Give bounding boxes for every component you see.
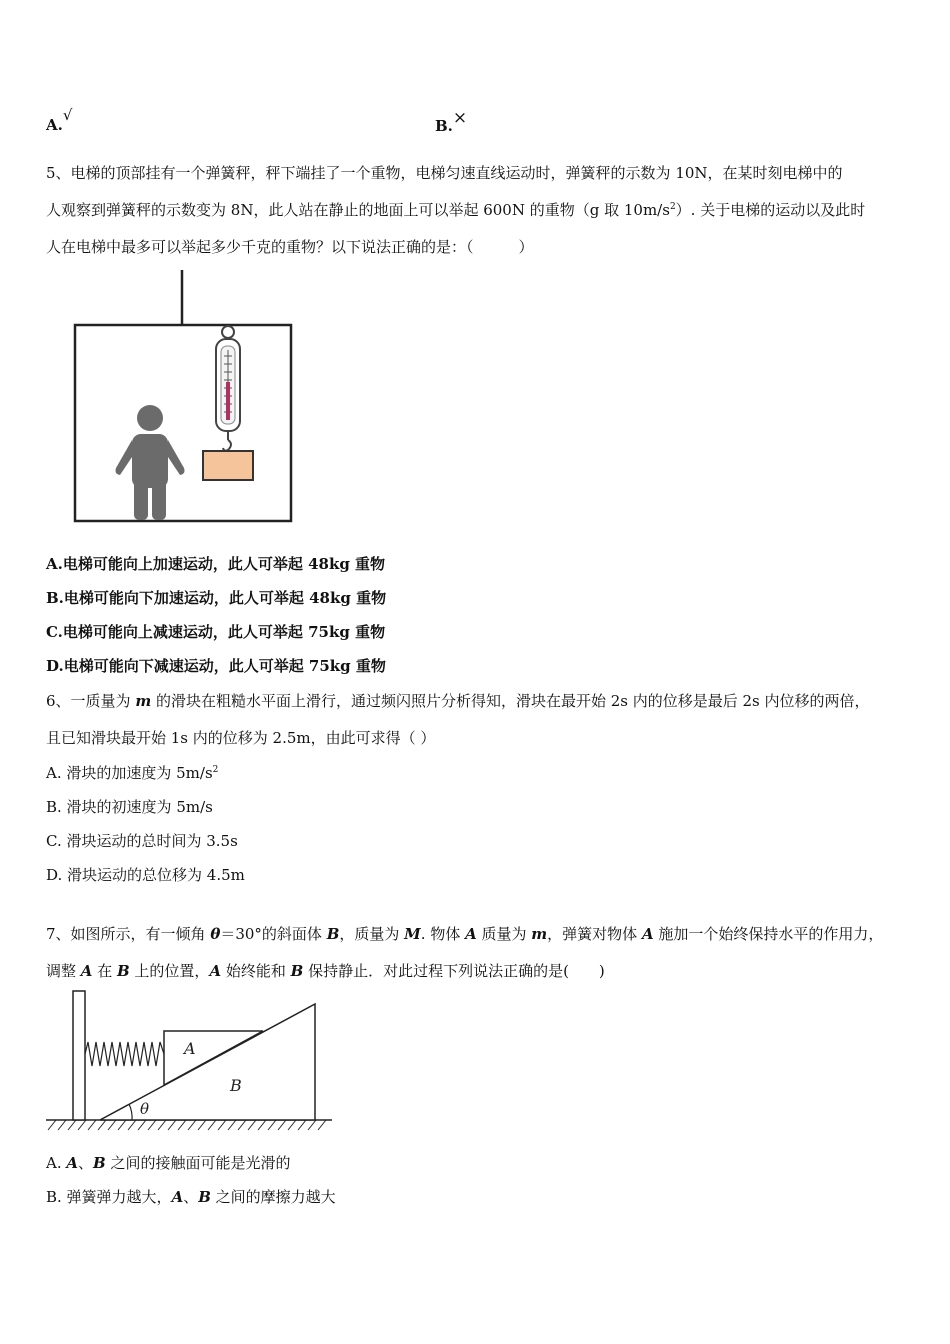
q7-option-a-text: A. xyxy=(46,1154,67,1172)
q5-option-b: B.电梯可能向下加速运动，此人可举起 48kg 重物 xyxy=(46,589,387,607)
incline-spring-figure xyxy=(44,988,336,1134)
q7-symbol-a: A xyxy=(171,1188,184,1206)
q7-text: 质量为 xyxy=(476,925,532,943)
q5-superscript: 2 xyxy=(669,202,676,212)
q7-symbol-a: A xyxy=(209,962,222,980)
q7-text: ，弹簧对物体 xyxy=(547,925,642,943)
q7-option-b-text: 之间的摩擦力越大 xyxy=(210,1188,336,1206)
q5-stem-line1: 5、电梯的顶部挂有一个弹簧秤，秤下端挂了一个重物，电梯匀速直线运动时，弹簧秤的示数为 10N，在某时刻电梯中的 xyxy=(46,164,843,182)
q7-text: 7、如图所示，有一倾角 xyxy=(46,925,211,943)
label-b: B xyxy=(230,1076,242,1095)
q7-symbol-mass-m: m xyxy=(531,925,548,943)
q7-symbol-a: A xyxy=(641,925,654,943)
q7-symbol-a: A xyxy=(80,962,93,980)
hanging-weight-box xyxy=(203,451,253,480)
q7-separator: 、 xyxy=(183,1188,199,1206)
q7-text: 保持静止．对此过程下列说法正确的是( ) xyxy=(303,962,605,980)
q6-option-d: D. 滑块运动的总位移为 4.5m xyxy=(46,866,245,884)
elevator-car xyxy=(75,325,291,521)
person-icon xyxy=(116,405,185,520)
check-icon: √ xyxy=(62,106,73,124)
q7-stem-line2 xyxy=(46,960,605,981)
q6-option-a xyxy=(46,762,218,783)
q7-theta: θ xyxy=(210,925,221,943)
q7-stem-line1 xyxy=(46,923,883,944)
label-theta: θ xyxy=(140,1100,150,1118)
q6-stem-line1 xyxy=(46,690,870,711)
q4-option-b-label: B. xyxy=(435,117,453,135)
q6-option-c: C. 滑块运动的总时间为 3.5s xyxy=(46,832,238,850)
q6-stem-line2: 且已知滑块最开始 1s 内的位移为 2.5m，由此可求得（ ） xyxy=(46,729,436,747)
q4-option-a-label: A. xyxy=(46,116,63,134)
wall xyxy=(73,991,85,1120)
spring-scale-icon xyxy=(216,326,240,451)
q7-text: 在 xyxy=(92,962,117,980)
q5-option-a: A.电梯可能向上加速运动，此人可举起 48kg 重物 xyxy=(46,555,386,573)
q7-symbol-b: B xyxy=(198,1188,211,1206)
q7-option-a xyxy=(46,1152,291,1173)
q7-option-a-text: 之间的接触面可能是光滑的 xyxy=(105,1154,291,1172)
cross-icon: × xyxy=(452,108,468,128)
q7-symbol-a: A xyxy=(465,925,477,943)
q5-line2-text: 人观察到弹簧秤的示数变为 8N，此人站在静止的地面上可以举起 600N 的重物（g 取 10m/s xyxy=(46,201,670,219)
q5-stem-line2 xyxy=(46,199,865,220)
q7-text: ，质量为 xyxy=(339,925,405,943)
q7-option-b xyxy=(46,1186,336,1207)
elevator-figure xyxy=(70,268,300,530)
q6-line1-end: 的滑块在粗糙水平面上滑行，通过频闪照片分析得知，滑块在最开始 2s 内的位移是最后 2s 内位移的两倍， xyxy=(151,692,870,710)
q7-text: 施加一个始终保持水平的作用力， xyxy=(653,925,884,943)
q7-symbol-a: A xyxy=(66,1154,79,1172)
q7-text: 始终能和 xyxy=(221,962,291,980)
q5-stem-line3: 人在电梯中最多可以举起多少千克的重物？以下说法正确的是：（ ） xyxy=(46,238,534,256)
q4-option-a xyxy=(46,106,73,134)
q5-option-d: D.电梯可能向下减速运动，此人可举起 75kg 重物 xyxy=(46,657,386,675)
q6-option-a-superscript: 2 xyxy=(212,765,219,775)
q7-separator: 、 xyxy=(78,1154,94,1172)
q7-text: 上的位置， xyxy=(129,962,210,980)
ground-hatching xyxy=(48,1120,326,1130)
q7-symbol-mass-m-upper: M xyxy=(404,925,421,943)
q7-text: ＝30°的斜面体 xyxy=(220,925,327,943)
spring-icon xyxy=(85,1042,164,1066)
q5-line2-end: ）. 关于电梯的运动以及此时 xyxy=(675,201,866,219)
q5-option-c: C.电梯可能向上减速运动，此人可举起 75kg 重物 xyxy=(46,623,386,641)
label-a: A xyxy=(184,1039,196,1058)
q7-text: . 物体 xyxy=(420,925,466,943)
q6-mass-symbol: m xyxy=(135,692,152,710)
q7-symbol-b: B xyxy=(290,962,304,980)
q7-text: 调整 xyxy=(46,962,81,980)
q6-line1-start: 6、一质量为 xyxy=(46,692,136,710)
q6-option-a-text: A. 滑块的加速度为 5m/s xyxy=(46,764,213,782)
q7-option-b-text: B. 弹簧弹力越大， xyxy=(46,1188,172,1206)
q7-symbol-b: B xyxy=(326,925,340,943)
q7-symbol-b: B xyxy=(93,1154,106,1172)
q7-symbol-b: B xyxy=(116,962,130,980)
q6-option-b: B. 滑块的初速度为 5m/s xyxy=(46,798,213,816)
q4-option-b xyxy=(435,108,468,136)
